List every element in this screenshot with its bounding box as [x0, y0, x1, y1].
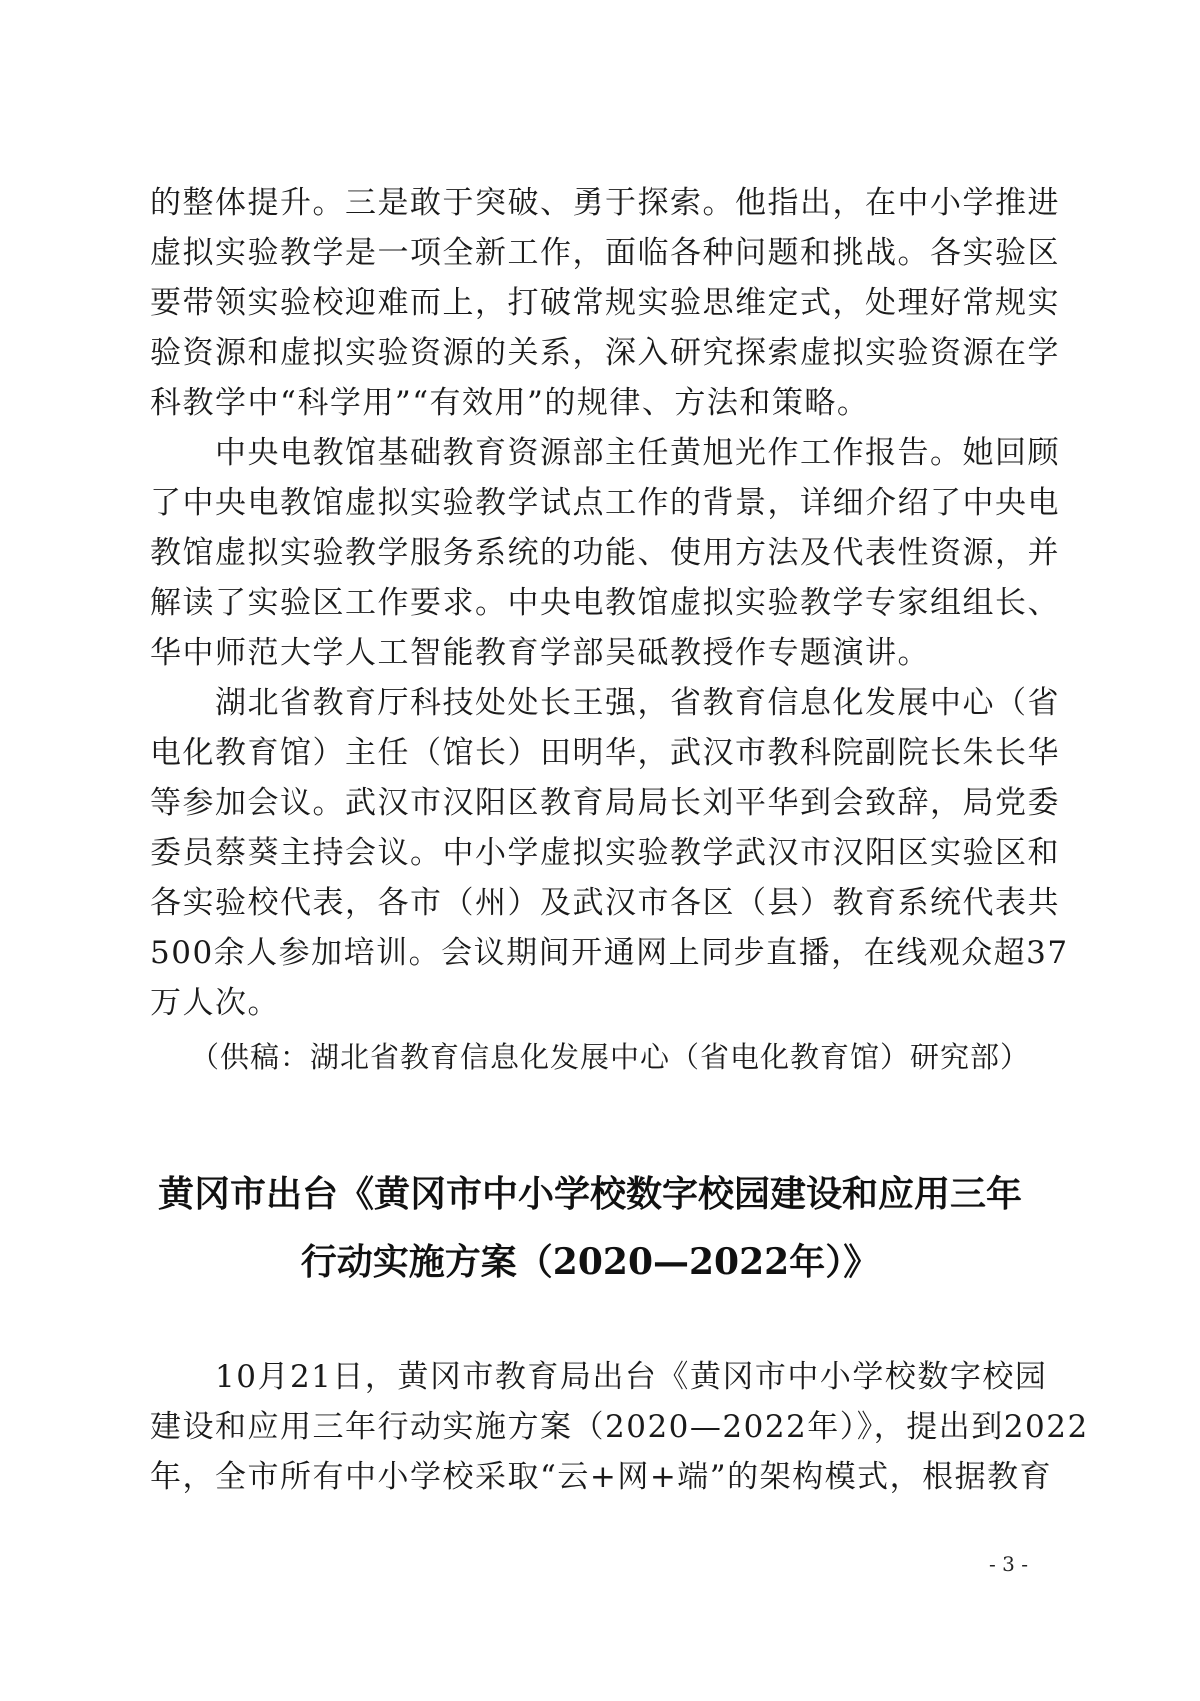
text-line: 中央电教馆基础教育资源部主任黄旭光作工作报告。她回顾: [150, 435, 1060, 471]
text-line: 电化教育馆）主任（馆长）田明华，武汉市教科院副院长朱长华: [150, 735, 1060, 771]
text-line: 等参加会议。武汉市汉阳区教育局局长刘平华到会致辞，局党委: [150, 785, 1060, 821]
text-line: 建设和应用三年行动实施方案（2020—2022年）》，提出到2022: [150, 1409, 1089, 1445]
article-title: [150, 1160, 1030, 1296]
text-line: 年，全市所有中小学校采取“云+网+端”的架构模式，根据教育: [150, 1459, 1053, 1495]
text-line: 教馆虚拟实验教学服务系统的功能、使用方法及代表性资源，并: [150, 535, 1060, 571]
text-line: 委员蔡葵主持会议。中小学虚拟实验教学武汉市汉阳区实验区和: [150, 835, 1060, 871]
section-conference-body: [150, 178, 1069, 1084]
text-line: 500余人参加培训。会议期间开通网上同步直播，在线观众超37: [150, 935, 1069, 971]
text-line: 湖北省教育厅科技处处长王强，省教育信息化发展中心（省: [150, 685, 1060, 721]
source-credit: （供稿：湖北省教育信息化发展中心（省电化教育馆）研究部）: [189, 1040, 1030, 1074]
text-line: 华中师范大学人工智能教育学部吴砥教授作专题演讲。: [150, 635, 930, 671]
text-line: 了中央电教馆虚拟实验教学试点工作的背景，详细介绍了中央电: [150, 485, 1060, 521]
text-line: 10月21日，黄冈市教育局出台《黄冈市中小学校数字校园: [150, 1359, 1048, 1395]
text-line: 虚拟实验教学是一项全新工作，面临各种问题和挑战。各实验区: [150, 235, 1060, 271]
article-title-line: 行动实施方案（2020—2022年）》: [300, 1241, 880, 1283]
text-line: 验资源和虚拟实验资源的关系，深入研究探索虚拟实验资源在学: [150, 335, 1060, 371]
page-number: - 3 -: [989, 1552, 1028, 1576]
text-line: 解读了实验区工作要求。中央电教馆虚拟实验教学专家组组长、: [150, 585, 1060, 621]
text-line: 的整体提升。三是敢于突破、勇于探索。他指出，在中小学推进: [150, 185, 1060, 221]
article-title-line: 黄冈市出台《黄冈市中小学校数字校园建设和应用三年: [157, 1173, 1022, 1215]
text-line: 要带领实验校迎难而上，打破常规实验思维定式，处理好常规实: [150, 285, 1060, 321]
text-line: 万人次。: [150, 985, 280, 1021]
text-line: 科教学中“科学用”“有效用”的规律、方法和策略。: [150, 385, 870, 421]
text-line: 各实验校代表，各市（州）及武汉市各区（县）教育系统代表共: [150, 885, 1060, 921]
article-body: [150, 1352, 1089, 1502]
